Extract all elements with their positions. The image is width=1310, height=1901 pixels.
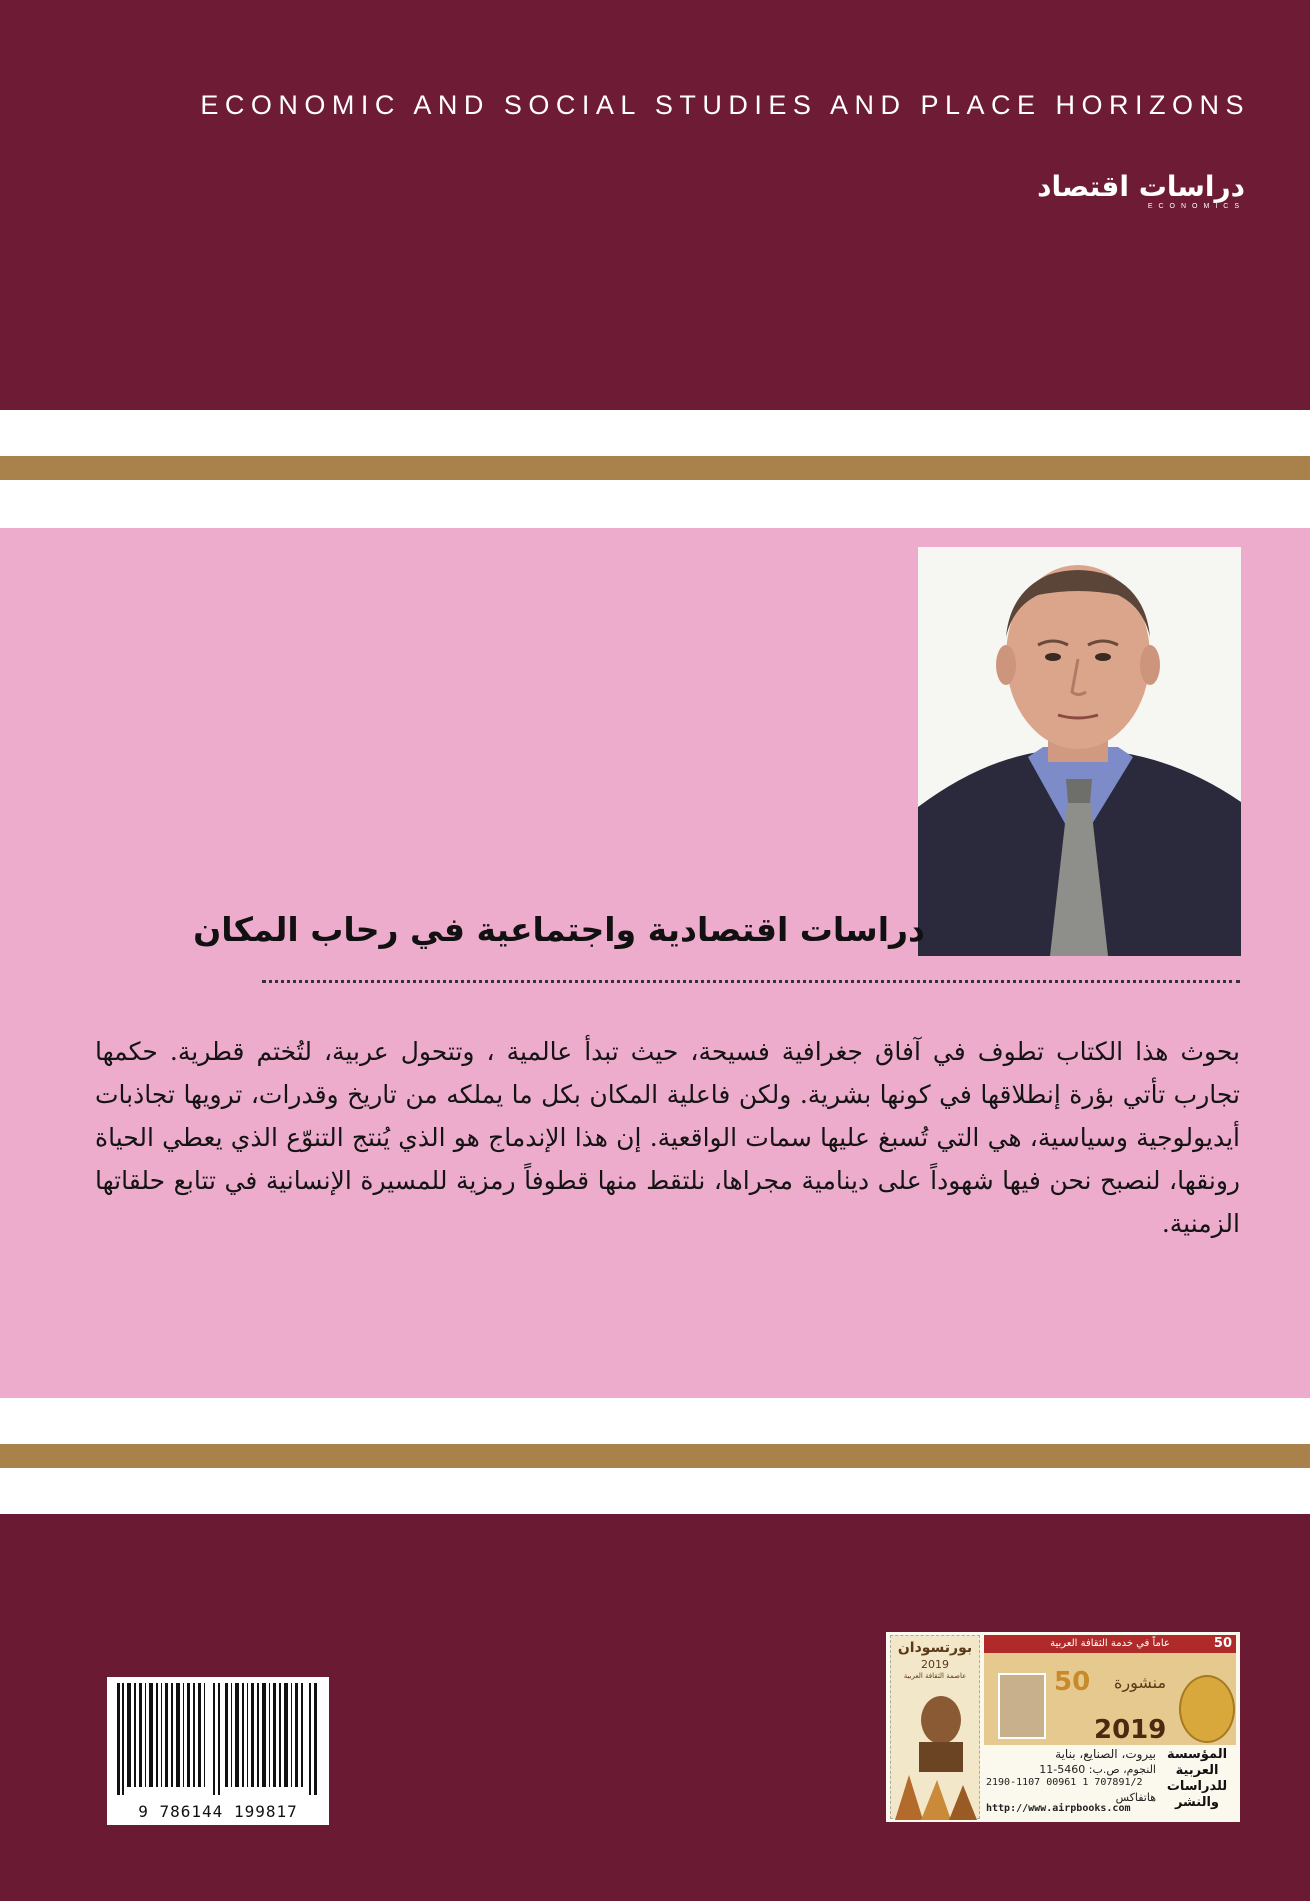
port-sudan-illustration (891, 1680, 979, 1820)
port-sudan-stamp (890, 1635, 980, 1819)
barcode-bars (115, 1683, 321, 1795)
port-sudan-year: 2019 (921, 1658, 949, 1671)
isbn-number: 9 786144 199817 (138, 1802, 298, 1821)
lower-gold-stripe (0, 1444, 1310, 1468)
dotted-divider (262, 980, 1240, 983)
stamp-anniversary-number: 50 (1054, 1667, 1091, 1697)
stamp-top-number: 50 (1213, 1636, 1232, 1651)
arab-institute-stamp (984, 1635, 1236, 1819)
publisher-stamps (886, 1632, 1240, 1822)
series-title: ECONOMIC AND SOCIAL STUDIES AND PLACE HORIZONS (200, 90, 1250, 120)
stamp-coin-emblem (1179, 1675, 1235, 1743)
logo-subtitle: ECONOMICS (1147, 203, 1245, 210)
stamp-year: 2019 (1094, 1715, 1167, 1745)
book-description: بحوث هذا الكتاب تطوف في آفاق جغرافية فسيحة، حيث تبدأ عالمية ، وتتحول عربية، لتُختم قطرية. حكمها تجارب تأتي بؤرة إنطلاقها في كونها بشرية. ولكن فاعلية المكان بكل ما يملكه من تاريخ وقدرات، ترويها تجاذبات أيديولوجية وسياسية، هي التي تُسبغ عليها سمات الواقعية. إن هذا الإندماج هو الذي يُنتج التنوّع الذي يعطي الحياة رونقها، لنصبح نحن فيها شهوداً على دينامية مجراها، نلتقط منها قطوفاً رمزية للمسيرة الإنسانية في تتابع حلقاتها الزمنية. (95, 1037, 1240, 1238)
book-title: دراسات اقتصادية واجتماعية في رحاب المكان (193, 910, 925, 949)
upper-white-stripe-2 (0, 480, 1310, 528)
stamp-publisher-name: المؤسسة العربية للدراسات والنشر (1166, 1747, 1228, 1810)
upper-white-stripe-1 (0, 410, 1310, 456)
stamp-address-block (984, 1745, 1236, 1819)
stamp-fax-label: هاتفاكس (1115, 1791, 1156, 1804)
port-sudan-subtitle: عاصمة الثقافة العربية (903, 1672, 967, 1680)
port-sudan-title: بورتسودان (897, 1640, 973, 1656)
publisher-series-logo (1037, 172, 1245, 212)
author-photo (918, 547, 1241, 956)
stamp-website: http://www.airpbooks.com (986, 1803, 1131, 1814)
isbn-barcode (107, 1677, 329, 1825)
top-maroon-band (0, 0, 1310, 410)
author-portrait-illustration (918, 547, 1241, 956)
stamp-mansh-text: منشورة (1114, 1673, 1167, 1692)
stamp-top-banner (984, 1635, 1236, 1653)
stamp-address-line-2: النجوم، ص.ب: 5460-11 (1039, 1763, 1156, 1776)
logo-word: دراسات اقتصاد (1037, 170, 1245, 203)
lower-white-stripe-2 (0, 1468, 1310, 1514)
stamp-portrait (998, 1673, 1046, 1739)
stamp-phone: 2190-1107 00961 1 707891/2 (986, 1777, 1143, 1788)
stamp-top-text: عاماً في خدمة الثقافة العربية (1050, 1638, 1170, 1649)
stamp-address-line-1: بيروت، الصنايع، بناية (1055, 1747, 1156, 1761)
stamp-body (984, 1653, 1236, 1745)
upper-gold-stripe (0, 456, 1310, 480)
lower-white-stripe-1 (0, 1398, 1310, 1444)
